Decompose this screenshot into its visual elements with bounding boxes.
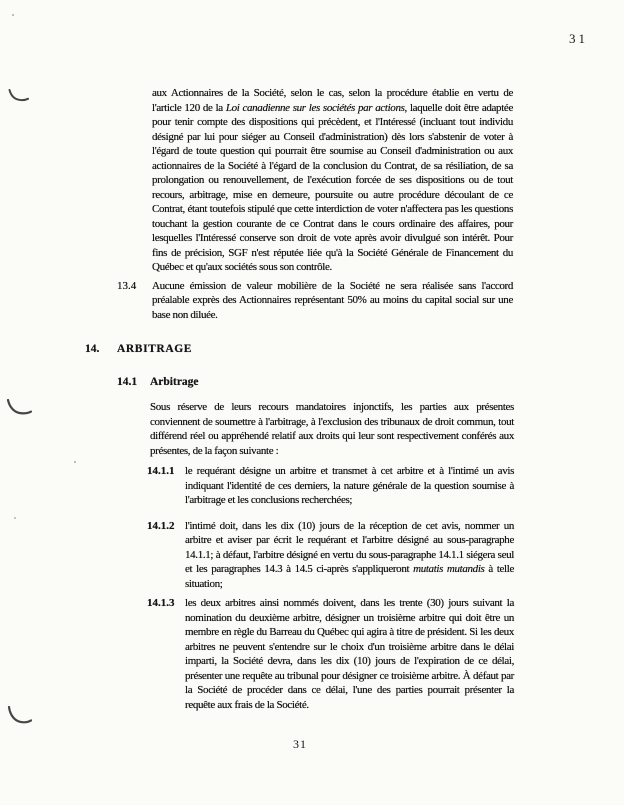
clause-text: Aucune émission de valeur mobilière de la Société ne sera réalisée sans l'accord préalable exprès des Actionnaires représentant 50% au moins du capital social sur une base non diluée.	[152, 279, 513, 321]
clause-number: 14.1	[117, 375, 138, 388]
curl-mark-icon	[6, 399, 32, 416]
paragraph-continuation	[152, 86, 513, 275]
clause-14-1-intro: Sous réserve de leurs recours mandatoires injonctifs, les parties aux présentes conviennent de soumettre à l'arbitrage, à l'exclusion des tribunaux de droit commun, tout différend réel ou appréhendé relatif aux droits qui leur sont respectivement conférés aux présentes, de la façon suivante :	[150, 401, 514, 457]
section-title: ARBITRAGE	[117, 343, 193, 355]
document-body	[85, 86, 514, 712]
subclause-14-1-3	[147, 596, 514, 712]
clause-number: 13.4	[117, 279, 137, 292]
subclause-number: 14.1.1	[147, 465, 175, 477]
page-number-bottom: 31	[293, 737, 307, 751]
paragraph-text: , laquelle doit être adaptée pour tenir compte des dispositions qui précèdent, et l'Intéressé (incluant tout individu désigné par lui pour siéger au Conseil d'administration) dès lors s'abstenir de voter à l'égard de toute question qui pourrait être soumise au Conseil d'administration ou aux actionnaires de la Société à l'égard de la conclusion du Contrat, de sa résiliation, de sa prolongation ou renouvellement, de l'exécution forcée de ses dispositions ou de tout recours, arbitrage, mise en demeure, poursuite ou autre procédure découlant de ce Contrat, étant toutefois stipulé que cette interdiction de voter n'affectera pas les questions touchant la gestion courante de ce Contrat dans le cours ordinaire des affaires, pour lesquelles l'Intéressé conserve son droit de vote après avoir divulgué son intérêt. Pour fins de précision, SGF n'est réputée liée qu'à la Société Générale de Financement du Québec et qu'aux sociétés sous son contrôle.	[152, 101, 513, 273]
subclause-text: l'intimé doit, dans les dix (10) jours de la réception de cet avis, nommer un arbitre et aviser par écrit le requérant et l'arbitre désigné au sous-paragraphe 14.1.1; à défaut, l'arbitre désigné en vertu du sous-paragraphe 14.1.1 siégera seul et les paragraphes 14.3 à 14.5 ci-après s'appliqueront	[185, 519, 514, 575]
curl-mark-icon	[8, 89, 29, 102]
statute-title-italic: Loi canadienne sur les sociétés par actions	[225, 101, 405, 114]
clause-14-1-heading	[117, 375, 514, 390]
clause-title: Arbitrage	[150, 375, 199, 388]
subclause-text: le requérant désigne un arbitre et transmet à cet arbitre et à l'intimé un avis indiquant l'identité de ces derniers, la nature générale de la question soumise à l'arbitrage et les conclusions recherchées;	[185, 465, 514, 506]
page-number-top: 31	[569, 31, 588, 46]
section-14-heading	[85, 342, 514, 357]
subclause-text: les deux arbitres ainsi nommés doivent, dans les trente (30) jours suivant la nomination du deuxième arbitre, désigner un troisième arbitre qui doit être un membre en règle du Barreau du Québec qui agira à titre de président. Si les deux arbitres ne peuvent s'entendre sur le choix d'un troisième arbitre dans le délai imparti, la Société devra, dans les dix (10) jours de l'expiration de ce délai, présenter une requête au tribunal pour désigner ce troisième arbitre. À défaut par la Société de procéder dans ce délai, l'une des parties pourrait présenter la requête aux frais de la Société.	[185, 597, 514, 711]
curl-mark-icon	[7, 706, 32, 725]
subclause-14-1-2	[147, 519, 514, 592]
scan-speck	[12, 14, 14, 16]
paragraph-text: aux Actionnaires de la Société, selon le cas, selon la procédure établie en vertu de l'article 120 de la	[152, 87, 513, 114]
latin-phrase-italic: mutatis mutandis	[413, 563, 485, 575]
subclause-number: 14.1.3	[147, 597, 175, 609]
subclause-14-1-1	[147, 464, 514, 508]
section-number: 14.	[85, 343, 100, 355]
scan-speck	[14, 517, 16, 519]
clause-13-4	[117, 279, 513, 323]
subclause-text: à telle situation;	[185, 563, 514, 590]
scan-speck	[74, 461, 76, 463]
subclause-number: 14.1.2	[147, 519, 175, 532]
